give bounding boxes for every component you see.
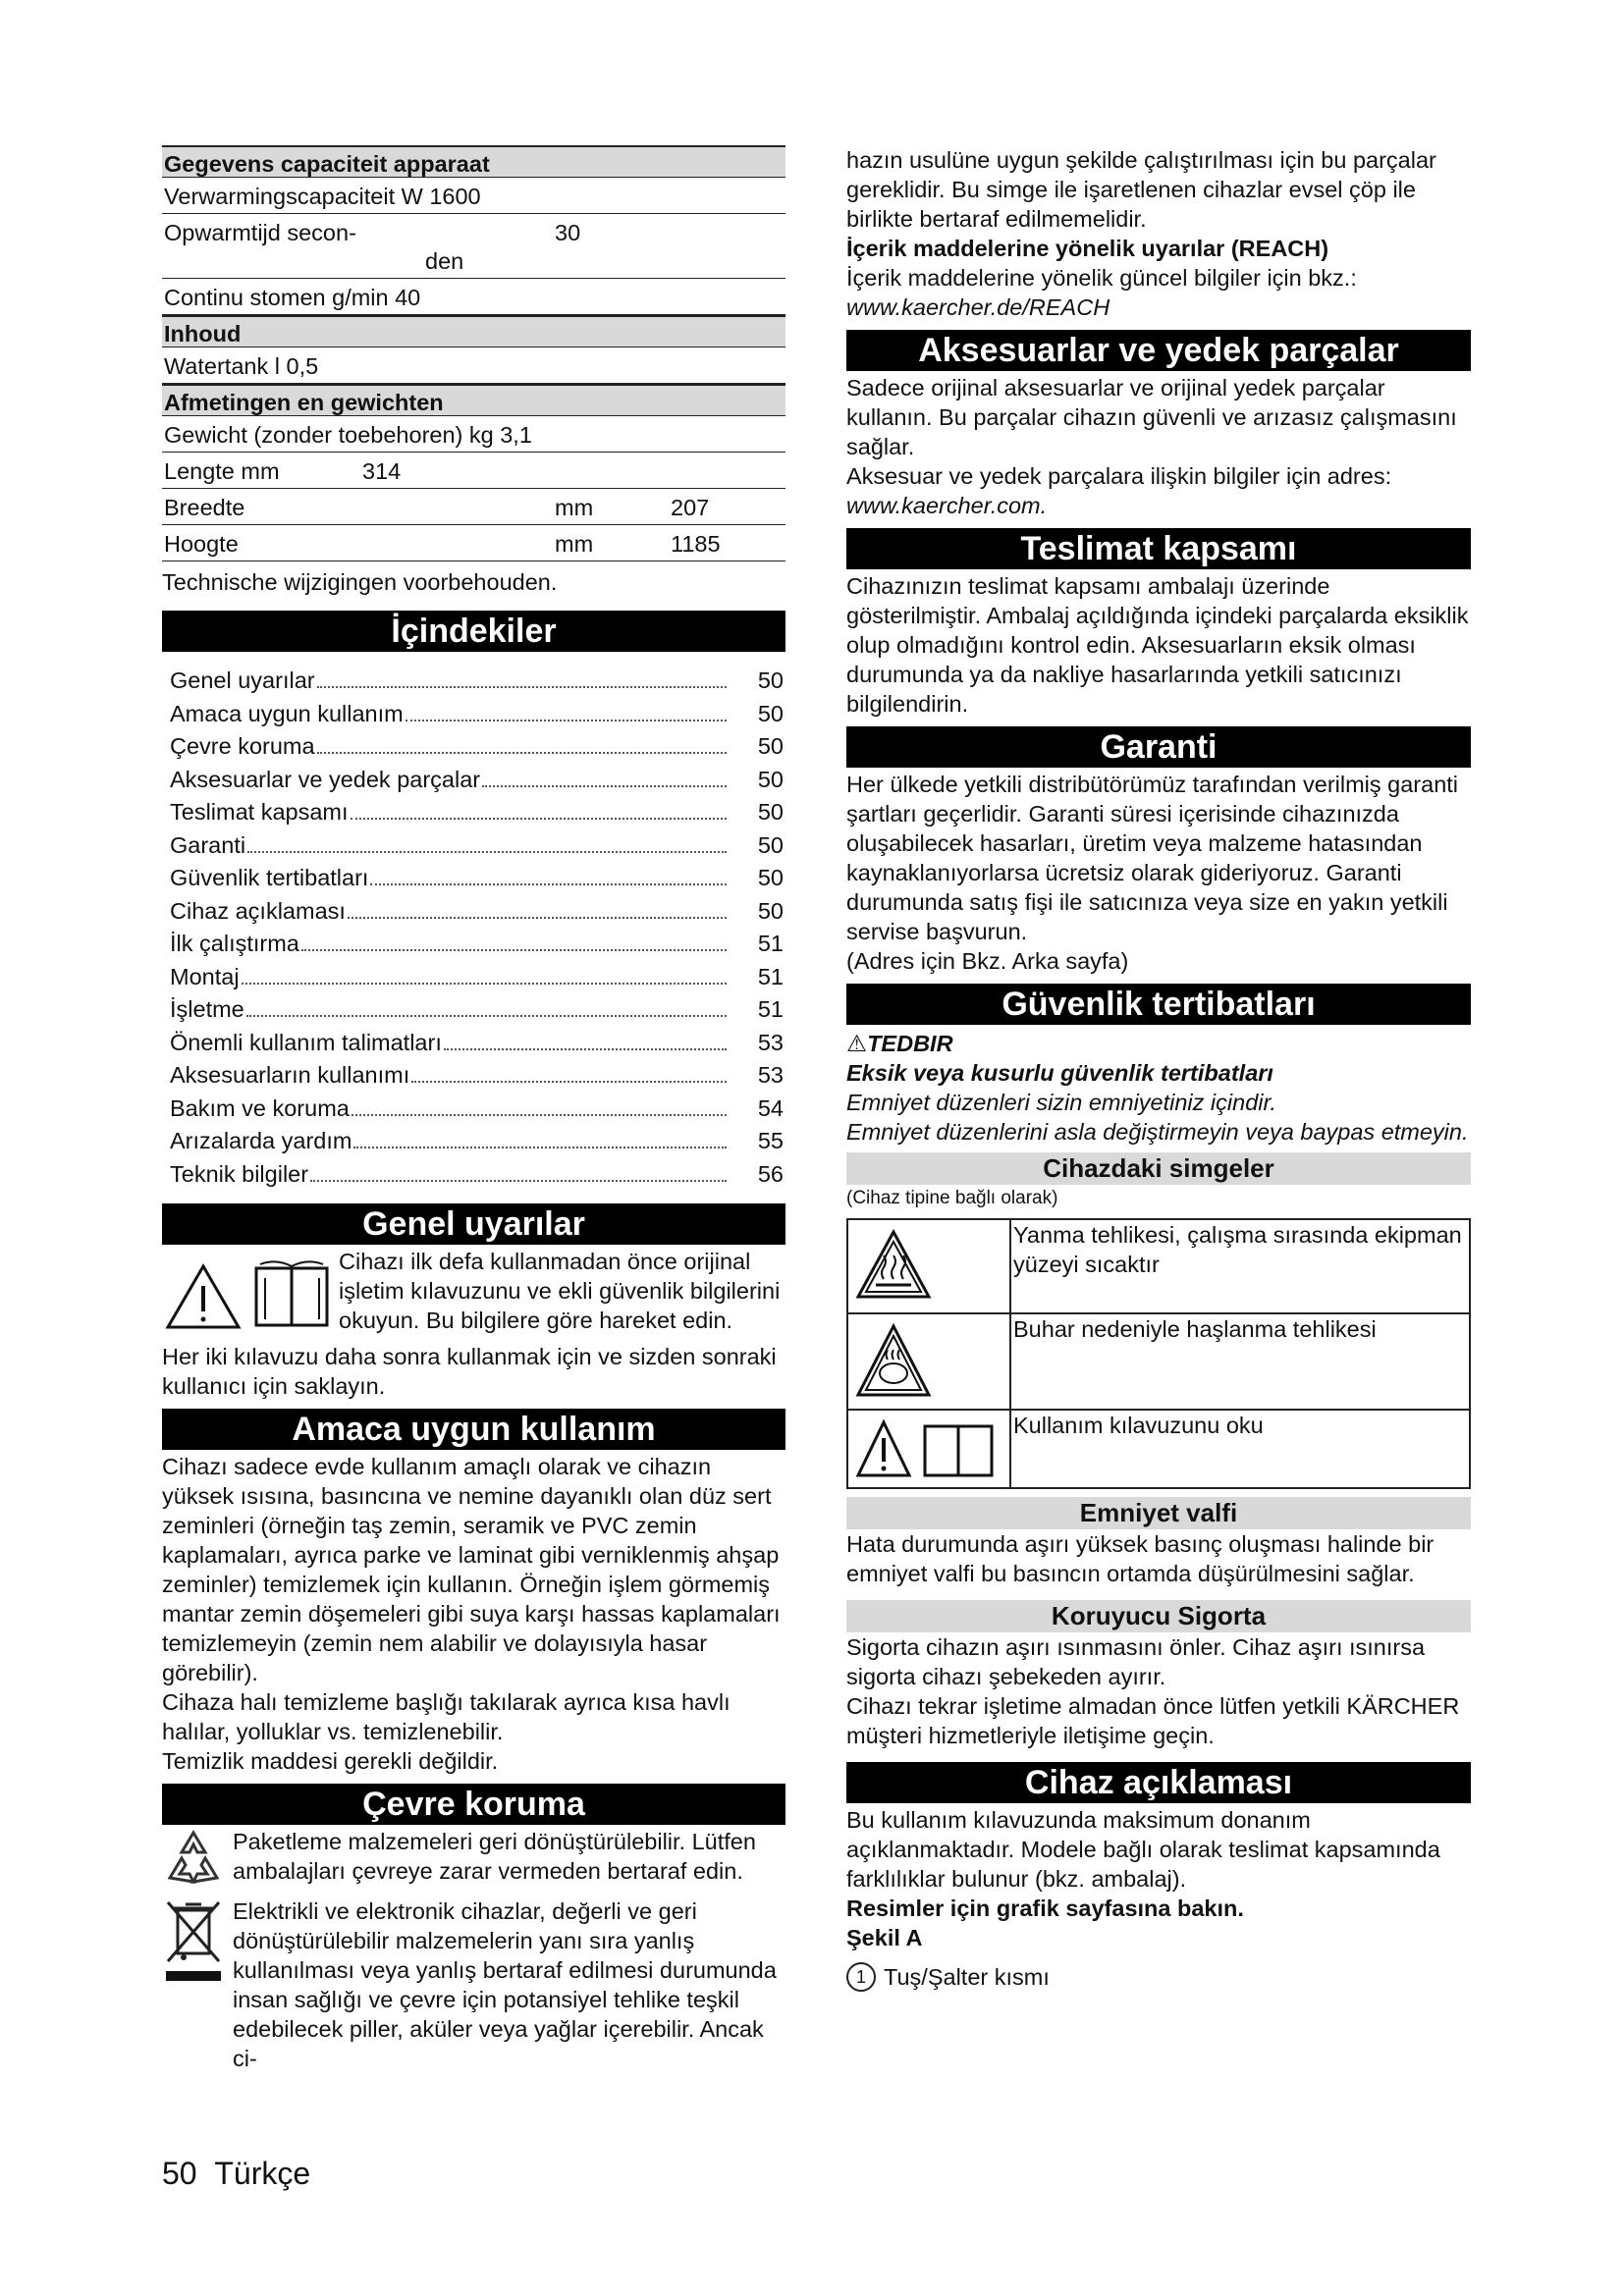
warning-triangle-icon — [162, 1253, 335, 1335]
section-title-guvenlik: Güvenlik tertibatları — [846, 984, 1471, 1025]
toc-row[interactable] — [170, 765, 785, 798]
spec-unit: mm — [555, 495, 594, 520]
teslimat-paragraph: Cihazınızın teslimat kapsamı ambalajı üzerinde gösterilmiştir. Ambalaj açıldığında içindeki parçalarda eksiklik olup olmadığını kontrol edin. Aksesuarların eksik olması durumunda ya da nakliye hasarlarında yetkili satıcınızı bilgilendirin. — [846, 573, 1469, 717]
section-title-aksesuar: Aksesuarlar ve yedek parçalar — [846, 330, 1471, 371]
toc-title: İçindekiler — [162, 611, 785, 652]
spec-value: 1185 — [671, 531, 721, 557]
toc-item-title: Güvenlik tertibatları — [170, 865, 369, 890]
toc-dots — [406, 720, 727, 721]
subsection-title-simgeler: Cihazdaki simgeler — [846, 1152, 1471, 1185]
spec-row — [162, 453, 785, 489]
symbol-row — [847, 1313, 1470, 1410]
spec-table — [162, 145, 785, 597]
spec-row — [162, 489, 785, 525]
spec-row — [162, 214, 785, 279]
recycling-block — [162, 1827, 785, 1896]
toc-row[interactable] — [170, 1060, 785, 1094]
cihaz-paragraph-2: Resimler için grafik sayfasına bakın. — [846, 1896, 1244, 1921]
toc-dots — [444, 1048, 727, 1050]
genel-paragraph-2: Her iki kılavuzu daha sonra kullanmak için ve sizden sonraki kullanıcı için saklayın. — [162, 1344, 777, 1399]
warning-line-2: Emniyet düzenlerini asla değiştirmeyin veya baypas etmeyin. — [846, 1119, 1469, 1145]
spec-value: 30 — [555, 220, 581, 245]
toc-item-title: İşletme — [170, 996, 244, 1022]
section-title-genel: Genel uyarılar — [162, 1203, 785, 1245]
toc-dots — [411, 1081, 727, 1083]
spec-header-dimensions: Afmetingen en gewichten — [162, 384, 785, 416]
toc-dots — [310, 1180, 727, 1182]
toc-dots — [352, 1114, 727, 1116]
toc-item-page: 54 — [757, 1095, 784, 1121]
section-title-teslimat: Teslimat kapsamı — [846, 528, 1471, 569]
toc-item-page: 50 — [757, 667, 784, 693]
toc-item-title: Genel uyarılar — [170, 667, 315, 693]
spec-row — [162, 525, 785, 561]
toc-item-page: 51 — [757, 996, 784, 1022]
valf-paragraph: Hata durumunda aşırı yüksek basınç oluşması halinde bir emniyet valfi bu basıncın ortamda düşürülmesini sağlar. — [846, 1531, 1435, 1586]
reach-paragraph: İçerik maddelerine yönelik güncel bilgiler için bkz.: — [846, 265, 1357, 291]
spec-row: Continu stomen g/min 40 — [162, 279, 785, 315]
toc-item-title: İlk çalıştırma — [170, 931, 299, 956]
toc-dots — [301, 949, 727, 951]
sigorta-paragraph-2: Cihazı tekrar işletime almadan önce lütfen yetkili KÄRCHER müşteri hizmetleriyle iletişime geçin. — [846, 1693, 1460, 1748]
warning-manual-icons — [162, 1247, 339, 1342]
legend-number: 1 — [846, 1962, 876, 1992]
page-footer — [162, 2155, 310, 2192]
genel-block — [162, 1247, 785, 1401]
amaca-paragraph-3: Temizlik maddesi gerekli değildir. — [162, 1748, 499, 1774]
spec-header-contents: Inhoud — [162, 315, 785, 347]
toc-item-page: 53 — [757, 1062, 784, 1088]
spec-label: Lengte mm — [164, 458, 280, 484]
section-title-cihaz: Cihaz açıklaması — [846, 1762, 1471, 1803]
toc-row[interactable] — [170, 1028, 785, 1061]
toc-row[interactable] — [170, 962, 785, 995]
spec-row: Gewicht (zonder toebehoren) kg 3,1 — [162, 416, 785, 453]
toc-row[interactable] — [170, 1126, 785, 1159]
genel-paragraph-1: Cihazı ilk defa kullanmadan önce orijinal işletim kılavuzunu ve ekli güvenlik bilgilerini okuyun. Bu bilgilere göre hareket edin. — [339, 1249, 781, 1333]
spec-label-cont: den — [425, 248, 464, 274]
toc-dots — [370, 883, 727, 885]
toc-row[interactable] — [170, 731, 785, 765]
spec-value: 207 — [671, 495, 710, 520]
toc-dots — [317, 752, 727, 754]
toc-dots — [317, 686, 727, 688]
toc-dots — [351, 818, 727, 820]
spec-label: Breedte — [164, 495, 245, 520]
legend-text: Tuş/Şalter kısmı — [884, 1964, 1050, 1990]
toc-dots — [348, 917, 727, 919]
reach-title: İçerik maddelerine yönelik uyarılar (REACH) — [846, 236, 1329, 261]
spec-note: Technische wijzigingen voorbehouden. — [162, 569, 558, 595]
table-of-contents — [170, 666, 785, 1192]
right-column — [846, 145, 1471, 1992]
spec-label: Hoogte — [164, 531, 239, 557]
toc-item-page: 53 — [757, 1029, 784, 1055]
toc-item-page: 50 — [757, 831, 784, 858]
cevre-paragraph-2: Elektrikli ve elektronik cihazlar, değerli ve geri dönüştürülebilir malzemelerin yanı sıra yanlış kullanılması veya yanlış bertaraf edilmesi durumunda insan sağlığı ve çevre için potansiyel tehlike teşkil edebilecek piller, aküler veya yağlar içerebilir. Ancak ci- — [233, 1898, 777, 2071]
symbols-table — [846, 1218, 1471, 1489]
spec-unit: mm — [555, 531, 594, 557]
toc-item-title: Teslimat kapsamı — [170, 799, 349, 825]
symbol-row — [847, 1410, 1470, 1488]
toc-dots — [242, 983, 727, 985]
cevre-paragraph-1: Paketleme malzemeleri geri dönüştürülebilir. Lütfen ambalajları çevreye zarar vermeden bertaraf edin. — [233, 1829, 756, 1884]
toc-item-page: 55 — [757, 1128, 784, 1153]
toc-row[interactable] — [170, 896, 785, 930]
toc-dots — [353, 1147, 727, 1148]
toc-item-page: 50 — [757, 799, 784, 825]
warning-small-icon: ⚠ — [846, 1031, 868, 1056]
garanti-paragraph-2: (Adres için Bkz. Arka sayfa) — [846, 948, 1129, 974]
aksesuar-url[interactable]: www.kaercher.com. — [846, 493, 1048, 518]
toc-item-page: 50 — [757, 766, 784, 792]
section-title-cevre: Çevre koruma — [162, 1784, 785, 1825]
toc-item-page: 50 — [757, 897, 784, 924]
read-manual-icon — [847, 1410, 1010, 1488]
amaca-paragraph-2: Cihaza halı temizleme başlığı takılarak ayrıca kısa havlı halılar, yolluklar vs. temizlenebilir. — [162, 1689, 731, 1744]
toc-item-title: Teknik bilgiler — [170, 1160, 309, 1187]
spec-row: Watertank l 0,5 — [162, 347, 785, 384]
symbol-desc: Yanma tehlikesi, çalışma sırasında ekipman yüzeyi sıcaktır — [1010, 1219, 1470, 1313]
page-language: Türkçe — [214, 2156, 311, 2191]
warning-title: Eksik veya kusurlu güvenlik tertibatları — [846, 1060, 1273, 1086]
steam-hazard-icon — [847, 1313, 1010, 1410]
toc-row[interactable] — [170, 797, 785, 830]
garanti-paragraph-1: Her ülkede yetkili distribütörümüz tarafından verilmiş garanti şartları geçerlidir. Garanti süresi içerisinde cihazınızda oluşabilecek hasarları, üretim veya malzeme hatasından kaynaklanıyorlarsa ücretsiz olarak gideriyoruz. Garanti durumunda satış fişi ile satıcınıza veya size en yakın yetkili servise başvurun. — [846, 772, 1459, 944]
left-column — [162, 145, 785, 2073]
tedbir-text: TEDBIR — [867, 1031, 953, 1056]
spec-header-capacity: Gegevens capaciteit apparaat — [162, 145, 785, 178]
toc-item-title: Arızalarda yardım — [170, 1128, 352, 1153]
section-title-amaca: Amaca uygun kullanım — [162, 1409, 785, 1450]
hot-surface-icon — [847, 1219, 1010, 1313]
toc-item-title: Önemli kullanım talimatları — [170, 1029, 442, 1055]
page-number: 50 — [162, 2156, 197, 2191]
toc-item-title: Aksesuarlar ve yedek parçalar — [170, 766, 481, 792]
toc-item-page: 50 — [757, 700, 784, 726]
toc-dots — [247, 851, 727, 853]
spec-value: 314 — [362, 458, 402, 484]
amaca-paragraph-1: Cihazı sadece evde kullanım amaçlı olarak ve cihazın yüksek ısısına, basıncına ve nemine dayanıklı olan düz sert zeminleri (örneğin taş zemin, seramik ve PVC zemin kaplamaları, ayrıca parke ve laminat gibi verniklenmiş ahşap zeminler) temizlemek için kullanın. Örneğin işlem görmemiş mantar zemin döşemeleri gibi suya karşı hassas kaplamaları temizlemeyin (zemin nem alabilir ve dolayısıyla hasar görebilir). — [162, 1454, 781, 1685]
toc-item-page: 56 — [757, 1160, 784, 1187]
toc-item-page: 51 — [757, 931, 784, 956]
toc-row[interactable] — [170, 929, 785, 962]
symbol-desc: Kullanım kılavuzunu oku — [1010, 1410, 1470, 1488]
spec-row: Verwarmingscapaciteit W 1600 — [162, 178, 785, 214]
section-title-garanti: Garanti — [846, 726, 1471, 768]
toc-item-title: Garanti — [170, 831, 246, 858]
toc-row[interactable] — [170, 666, 785, 699]
toc-item-page: 50 — [757, 865, 784, 890]
toc-dots — [482, 785, 727, 787]
toc-row[interactable] — [170, 830, 785, 864]
toc-item-page: 50 — [757, 733, 784, 759]
toc-row[interactable] — [170, 699, 785, 732]
spec-label: Opwarmtijd secon- — [164, 220, 356, 245]
weee-block — [162, 1896, 785, 2073]
toc-item-title: Çevre koruma — [170, 733, 315, 759]
tedbir-label — [846, 1029, 1471, 1058]
toc-row[interactable] — [170, 1094, 785, 1127]
toc-item-title: Aksesuarların kullanımı — [170, 1062, 410, 1088]
subsection-title-sigorta: Koruyucu Sigorta — [846, 1600, 1471, 1632]
subsection-title-valf: Emniyet valfi — [846, 1497, 1471, 1529]
toc-item-title: Montaj — [170, 963, 240, 989]
figure-label: Şekil A — [846, 1925, 923, 1950]
toc-item-page: 51 — [757, 963, 784, 989]
cevre-paragraph-2-start — [233, 1896, 785, 2073]
reach-url[interactable]: www.kaercher.de/REACH — [846, 294, 1110, 320]
crossed-bin-icon — [162, 1896, 233, 2073]
cevre-paragraph-3: hazın usulüne uygun şekilde çalıştırılması için bu parçalar gereklidir. Bu simge ile işaretlenen cihazlar evsel çöp ile birlikte bertaraf edilmemelidir. — [846, 147, 1436, 232]
warning-line-1: Emniyet düzenleri sizin emniyetiniz içindir. — [846, 1090, 1276, 1115]
toc-dots — [246, 1015, 727, 1017]
toc-row[interactable] — [170, 863, 785, 896]
toc-item-title: Cihaz açıklaması — [170, 897, 346, 924]
toc-item-title: Amaca uygun kullanım — [170, 700, 404, 726]
symbol-desc: Buhar nedeniyle haşlanma tehlikesi — [1010, 1313, 1470, 1410]
toc-row[interactable] — [170, 1159, 785, 1193]
toc-item-title: Bakım ve koruma — [170, 1095, 350, 1121]
cihaz-paragraph-1: Bu kullanım kılavuzunda maksimum donanım açıklanmaktadır. Modele bağlı olarak teslimat kapsamında farklılıklar bulunur (bkz. ambalaj). — [846, 1807, 1440, 1892]
sigorta-paragraph-1: Sigorta cihazın aşırı ısınmasını önler. Cihaz aşırı ısınırsa sigorta cihazı şebekeden ayırır. — [846, 1634, 1426, 1689]
symbol-row — [847, 1219, 1470, 1313]
recycling-icon — [162, 1827, 233, 1896]
aksesuar-paragraph-1: Sadece orijinal aksesuarlar ve orijinal yedek parçalar kullanın. Bu parçalar cihazın güvenli ve arızasız çalışmasını sağlar. — [846, 375, 1457, 459]
symbols-note: (Cihaz tipine bağlı olarak) — [846, 1188, 1058, 1208]
legend-item — [846, 1962, 1471, 1992]
aksesuar-paragraph-2: Aksesuar ve yedek parçalara ilişkin bilgiler için adres: — [846, 463, 1392, 489]
toc-row[interactable] — [170, 994, 785, 1028]
